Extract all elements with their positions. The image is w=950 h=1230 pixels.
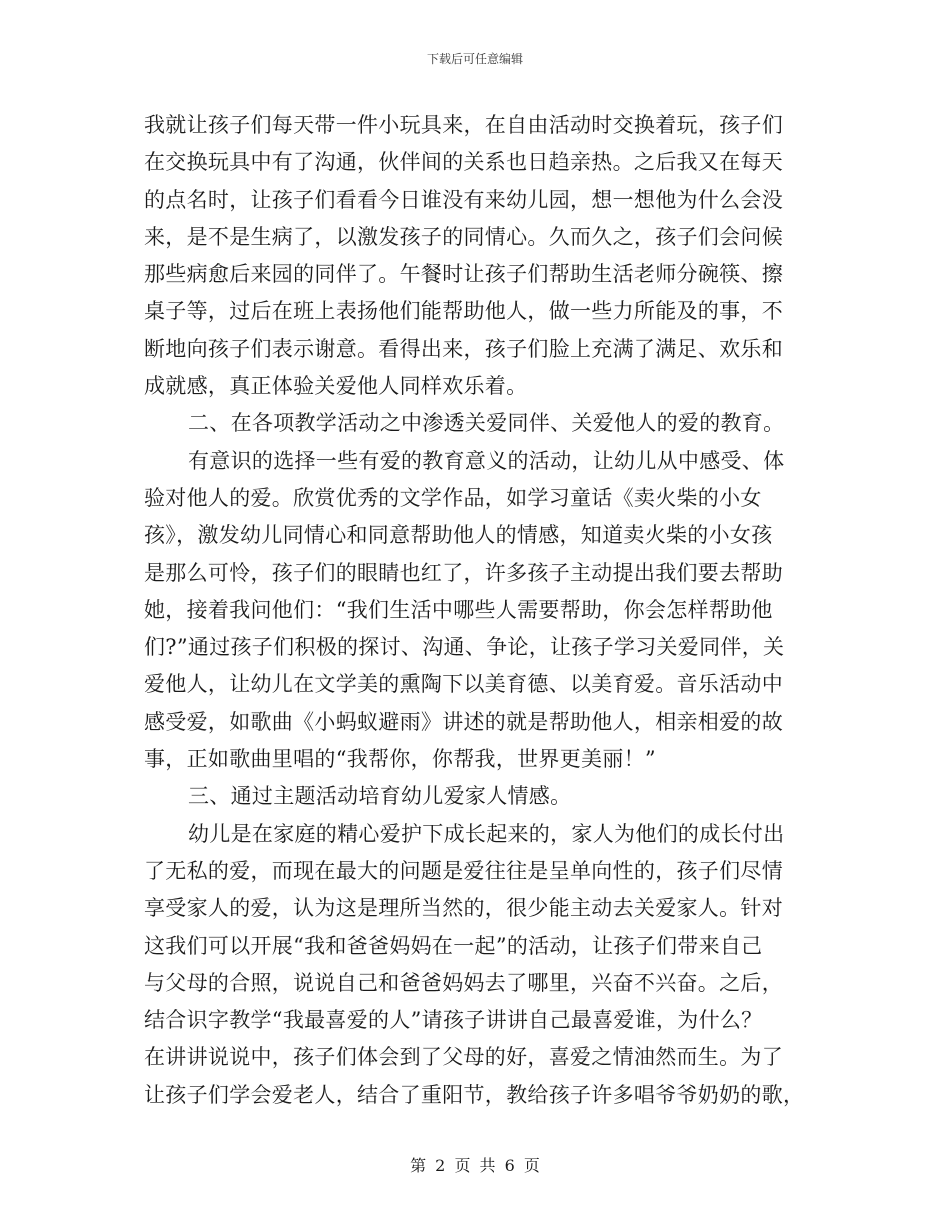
text-line: 她，接着我问他们：“我们生活中哪些人需要帮助，你会怎样帮助他 — [144, 597, 773, 622]
text-line: 桌子等，过后在班上表扬他们能帮助他人，做一些力所能及的事，不 — [144, 299, 783, 324]
text-line: 的点名时，让孩子们看看今日谁没有来幼儿园，想一想他为什么会没 — [144, 187, 783, 212]
text-line: 在讲讲说说中，孩子们体会到了父母的好，喜爱之情油然而生。为了 — [144, 1045, 783, 1070]
text-line: 二、在各项教学活动之中渗透关爱同伴、关爱他人的爱的教育。 — [188, 411, 785, 436]
text-line: 有意识的选择一些有爱的教育意义的活动，让幼儿从中感受、体 — [188, 448, 785, 473]
text-line: 验对他人的爱。欣赏优秀的文学作品，如学习童话《卖火柴的小女 — [144, 485, 762, 510]
text-line: 成就感，真正体验关爱他人同样欢乐着。 — [144, 374, 528, 399]
text-line: 那些病愈后来园的同伴了。午餐时让孩子们帮助生活老师分碗筷、擦 — [144, 262, 783, 287]
text-line: 孩》，激发幼儿同情心和同意帮助他人的情感，知道卖火柴的小女孩 — [144, 523, 773, 548]
text-line: 享受家人的爱，认为这是理所当然的，很少能主动去关爱家人。针对 — [144, 896, 783, 921]
text-line: 了无私的爱，而现在最大的问题是爱往往是呈单向性的，孩子们尽情 — [144, 858, 783, 883]
text-line: 事，正如歌曲里唱的“我帮你，你帮我，世界更美丽！” — [144, 747, 656, 772]
text-line: 结合识字教学“我最喜爱的人”请孩子讲讲自己最喜爱谁，为什么？ — [144, 1008, 763, 1033]
page-number: 第 2 页 共 6 页 — [410, 1156, 540, 1175]
text-line: 是那么可怜，孩子们的眼睛也红了，许多孩子主动提出我们要去帮助 — [144, 560, 783, 585]
page-header: 下载后可任意编辑 — [426, 52, 523, 66]
text-line: 来，是不是生病了，以激发孩子的同情心。久而久之，孩子们会问候 — [144, 224, 783, 249]
text-line: 们?”通过孩子们积极的探讨、沟通、争论，让孩子学习关爱同伴，关 — [144, 635, 785, 660]
text-line: 断地向孩子们表示谢意。看得出来，孩子们脸上充满了满足、欢乐和 — [144, 336, 783, 361]
text-line: 幼儿是在家庭的精心爱护下成长起来的，家人为他们的成长付出 — [188, 821, 785, 846]
text-line: 这我们可以开展“我和爸爸妈妈在一起”的活动，让孩子们带来自己 — [144, 933, 763, 958]
document-body — [144, 107, 812, 1114]
text-line: 让孩子们学会爱老人，结合了重阳节，教给孩子许多唱爷爷奶奶的歌， — [144, 1082, 805, 1107]
text-line: 与父母的合照，说说自己和爸爸妈妈去了哪里，兴奋不兴奋。之后， — [144, 970, 783, 995]
text-line: 爱他人，让幼儿在文学美的熏陶下以美育德、以美育爱。音乐活动中 — [144, 672, 783, 697]
text-line: 在交换玩具中有了沟通，伙伴间的关系也日趋亲热。之后我又在每天 — [144, 150, 783, 175]
text-line: 三、通过主题活动培育幼儿爱家人情感。 — [188, 784, 572, 809]
text-line: 我就让孩子们每天带一件小玩具来，在自由活动时交换着玩，孩子们 — [144, 113, 783, 137]
text-line: 感受爱，如歌曲《小蚂蚁避雨》讲述的就是帮助他人，相亲相爱的故 — [144, 709, 783, 734]
